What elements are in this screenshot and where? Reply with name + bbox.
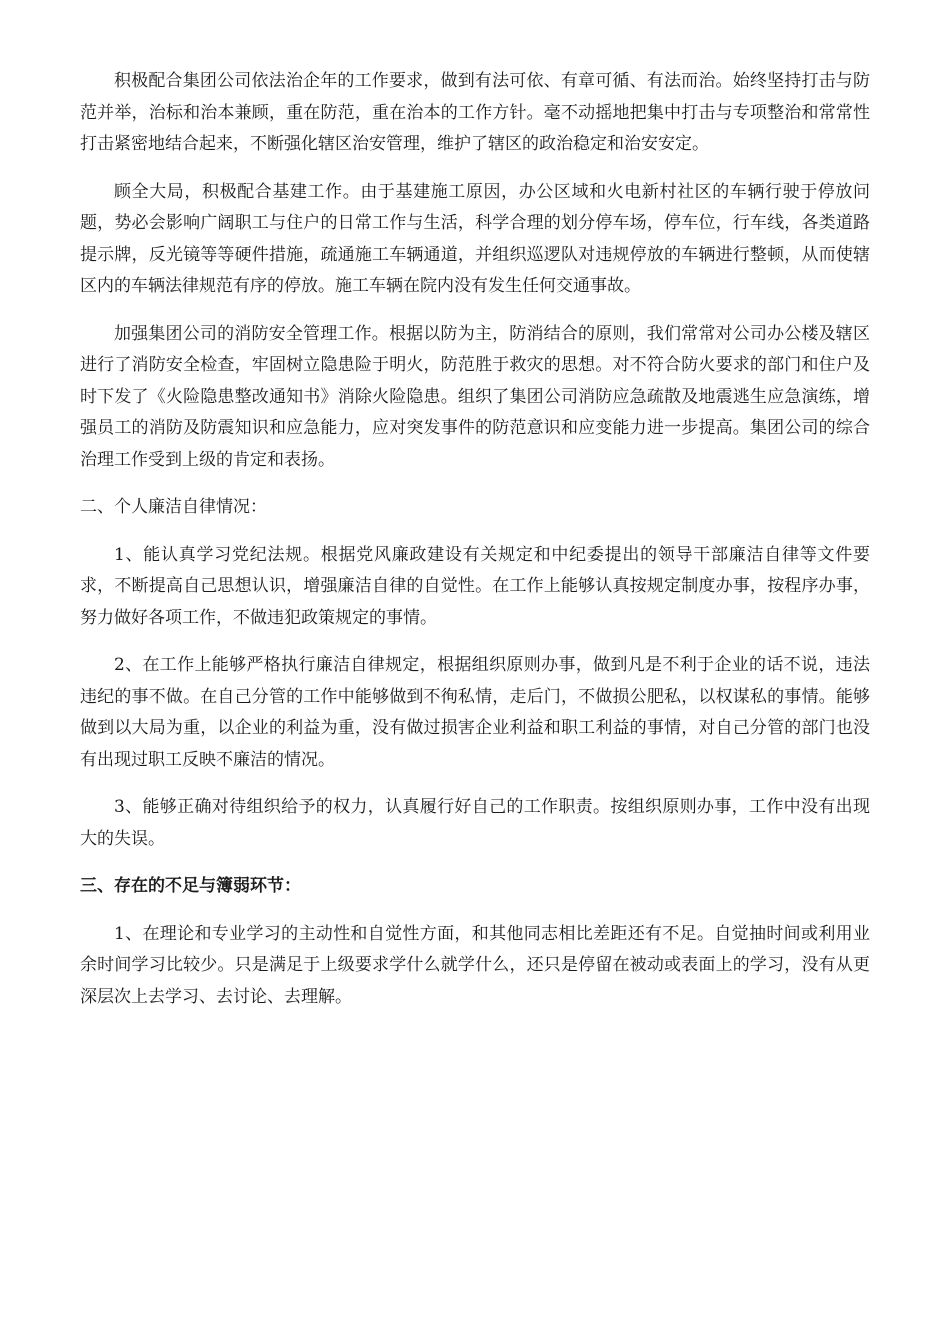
section-heading-integrity: 二、个人廉洁自律情况：	[80, 497, 267, 517]
shortcoming-item-1: 1、在理论和专业学习的主动性和自觉性方面，和其他同志相比差距还有不足。自觉抽时间或利用业余时间学习比较少。只是满足于上级要求学什么就学什么，还只是停留在被动或表面上的学习，没有从更深层次上去学习、去讨论、去理解。	[80, 923, 870, 1007]
section-heading-shortcomings: 三、存在的不足与簿弱环节：	[80, 876, 301, 896]
document-page	[80, 66, 870, 1029]
paragraph-infrastructure: 顾全大局，积极配合基建工作。由于基建施工原因，办公区域和火电新村社区的车辆行驶于停放问题，势必会影响广阔职工与住户的日常工作与生活，科学合理的划分停车场，停车位，行车线，各类道路提示牌，反光镜等等硬件措施，疏通施工车辆通道，并组织巡逻队对违规停放的车辆进行整顿，从而使辖区内的车辆法律规范有序的停放。施工车辆在院内没有发生任何交通事故。	[80, 181, 870, 296]
paragraph-law-governance: 积极配合集团公司依法治企年的工作要求，做到有法可依、有章可循、有法而治。始终坚持打击与防范并举，治标和治本兼顾，重在防范，重在治本的工作方针。毫不动摇地把集中打击与专项整治和常常性打击紧密地结合起来，不断强化辖区治安管理，维护了辖区的政治稳定和治安安定。	[80, 71, 870, 154]
integrity-item-1: 1、能认真学习党纪法规。根据党风廉政建设有关规定和中纪委提出的领导干部廉洁自律等文件要求，不断提高自己思想认识，增强廉洁自律的自觉性。在工作上能够认真按规定制度办事，按程序办事，努力做好各项工作，不做违犯政策规定的事情。	[80, 544, 870, 628]
integrity-item-3: 3、能够正确对待组织给予的权力，认真履行好自己的工作职责。按组织原则办事，工作中没有出现大的失误。	[80, 797, 870, 849]
paragraph-fire-safety: 加强集团公司的消防安全管理工作。根据以防为主，防消结合的原则，我们常常对公司办公楼及辖区进行了消防安全检查，牢固树立隐患险于明火，防范胜于救灾的思想。对不符合防火要求的部门和住户及时下发了《火险隐患整改通知书》消除火险隐患。组织了集团公司消防应急疏散及地震逃生应急演练，增强员工的消防及防震知识和应急能力，应对突发事件的防范意识和应变能力进一步提高。集团公司的综合治理工作受到上级的肯定和表扬。	[80, 323, 870, 470]
integrity-item-2: 2、在工作上能够严格执行廉洁自律规定，根据组织原则办事，做到凡是不利于企业的话不说，违法违纪的事不做。在自己分管的工作中能够做到不徇私情，走后门，不做损公肥私，以权谋私的事情。能够做到以大局为重，以企业的利益为重，没有做过损害企业利益和职工利益的事情，对自己分管的部门也没有出现过职工反映不廉洁的情况。	[80, 655, 870, 770]
